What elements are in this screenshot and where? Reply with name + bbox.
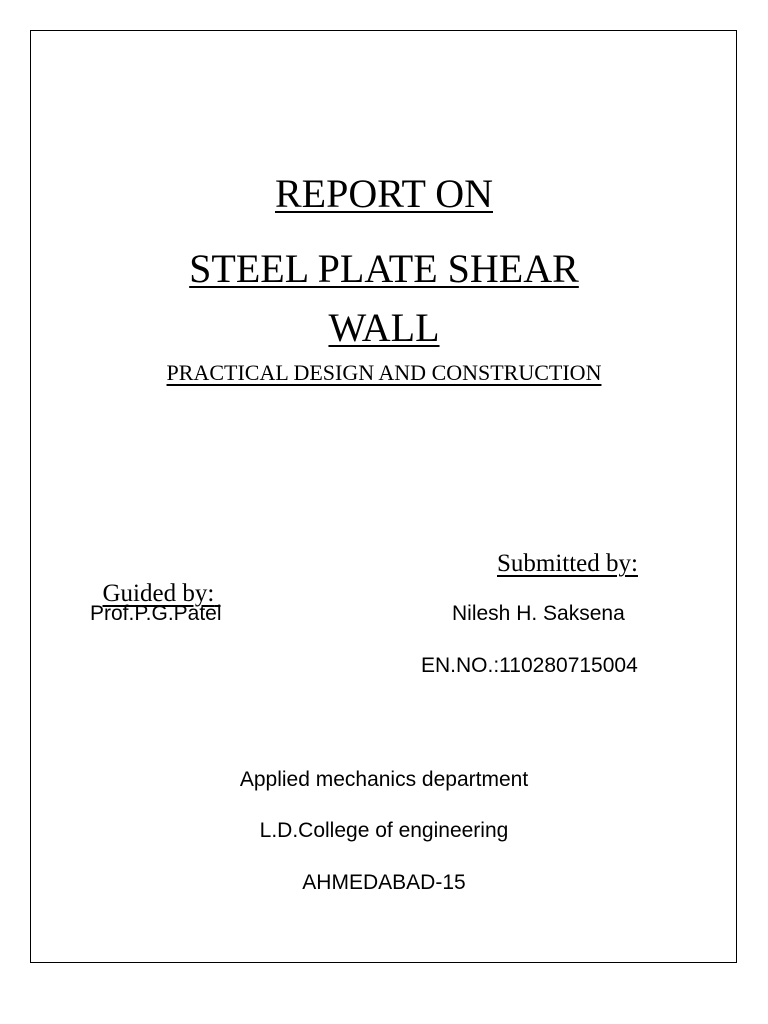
student-name: Nilesh H. Saksena xyxy=(452,602,625,625)
title-line-3-text: WALL xyxy=(328,305,440,350)
guided-by-label-text: Guided by: xyxy=(102,580,215,607)
enrollment-number: EN.NO.:110280715004 xyxy=(421,654,638,677)
guide-name: Prof.P.G.Patel xyxy=(90,602,222,625)
title-line-2 xyxy=(0,245,768,293)
title-line-1 xyxy=(0,170,768,218)
city: AHMEDABAD-15 xyxy=(302,871,466,894)
guided-by-label xyxy=(90,549,221,609)
title-line-1-text: REPORT ON xyxy=(274,171,493,216)
submitted-by-label-text: Submitted by: xyxy=(497,550,638,577)
subtitle xyxy=(0,359,768,387)
subtitle-text: PRACTICAL DESIGN AND CONSTRUCTION xyxy=(166,360,602,385)
title-line-3 xyxy=(0,304,768,352)
college: L.D.College of engineering xyxy=(259,819,509,842)
title-line-2-text: STEEL PLATE SHEAR xyxy=(189,246,579,291)
submitted-by-label xyxy=(497,549,638,579)
department: Applied mechanics department xyxy=(239,768,529,791)
